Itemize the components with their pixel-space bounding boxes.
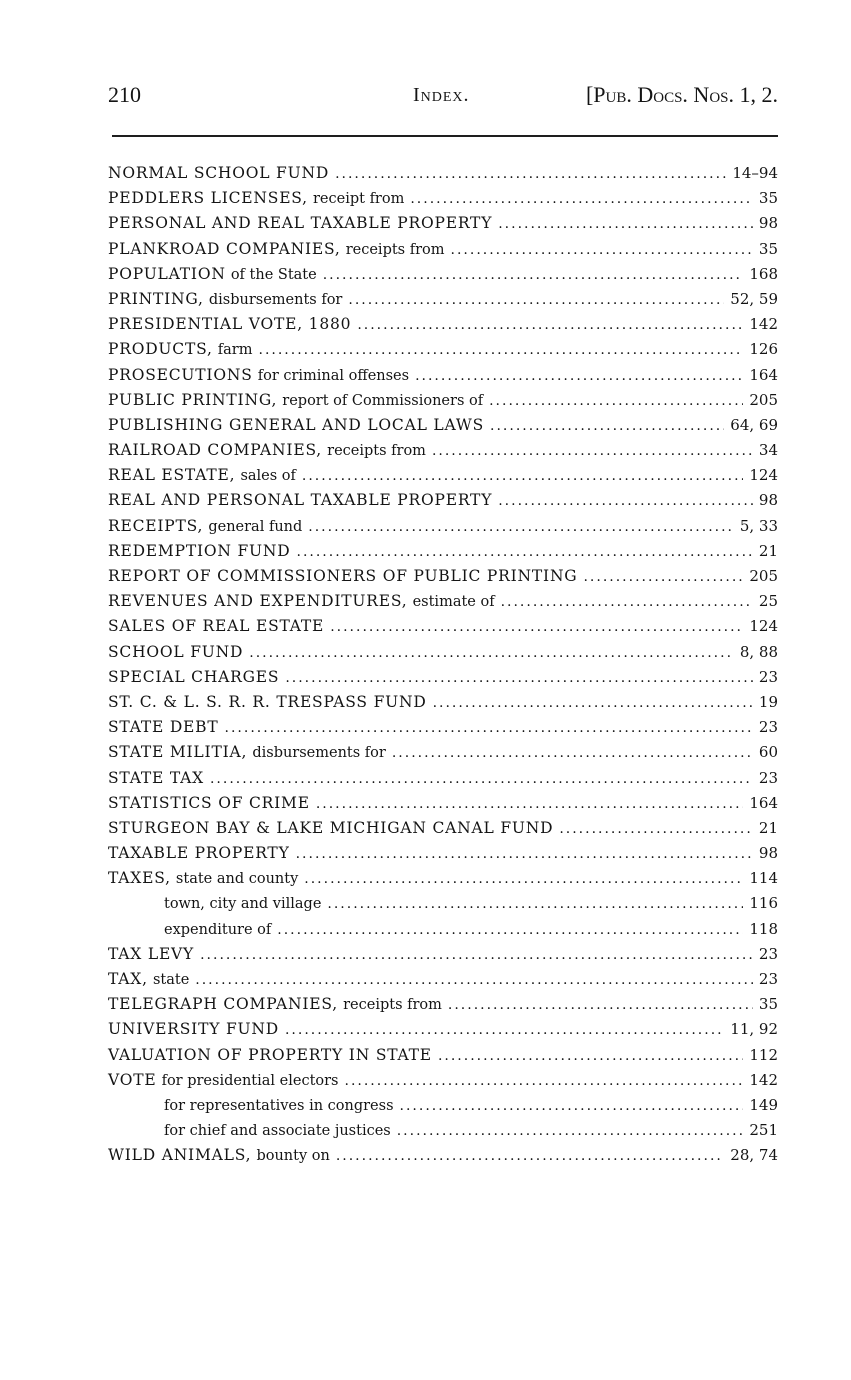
entry-text	[108, 742, 386, 761]
index-entry	[108, 944, 778, 969]
entry-heading: SPECIAL CHARGES	[108, 667, 280, 686]
index-entry	[108, 919, 778, 944]
index-entry	[108, 768, 778, 793]
index-entry	[108, 1120, 778, 1145]
entry-qualifier: for criminal offenses	[257, 367, 410, 384]
page-reference: 142	[749, 1070, 778, 1089]
entry-heading: ST. C. & L. S. R. R. TRESPASS FUND	[108, 692, 427, 711]
page-reference: 23	[758, 944, 778, 963]
entry-text	[108, 339, 253, 358]
entry-text	[108, 365, 409, 384]
dot-leader	[490, 418, 724, 434]
entry-heading: PROSECUTIONS	[108, 365, 253, 384]
entry-qualifier: for representatives in congress	[164, 1097, 394, 1114]
page-reference: 168	[749, 264, 778, 283]
index-entry	[108, 415, 778, 440]
dot-leader	[297, 544, 753, 560]
entry-heading: TAX LEVY	[108, 944, 195, 963]
entry-heading: STURGEON BAY & LAKE MICHIGAN CANAL FUND	[108, 818, 554, 837]
index-entry	[108, 868, 778, 893]
page-reference: 116	[749, 894, 778, 913]
dot-leader	[348, 292, 724, 308]
index-entry	[108, 465, 778, 490]
dot-leader	[249, 645, 734, 661]
entry-text	[108, 616, 324, 635]
entry-text	[108, 314, 351, 333]
entry-heading: STATE DEBT	[108, 718, 219, 737]
index-entry	[108, 818, 778, 843]
page-reference: 11, 92	[730, 1020, 778, 1039]
entry-heading: PLANKROAD COMPANIES,	[108, 239, 341, 258]
index-entry	[108, 642, 778, 667]
entry-text	[108, 566, 577, 585]
entry-text	[108, 768, 204, 787]
entry-heading: WILD ANIMALS,	[108, 1146, 252, 1165]
entry-heading: POPULATION	[108, 264, 226, 283]
index-entry	[108, 213, 778, 238]
entry-heading: TAX,	[108, 970, 148, 988]
entry-qualifier: expenditure of	[164, 921, 272, 938]
entry-text	[108, 1070, 339, 1089]
page-reference: 126	[749, 340, 778, 359]
entry-heading: VALUATION OF PROPERTY IN STATE	[108, 1045, 432, 1064]
entry-text	[108, 1045, 432, 1064]
entry-text	[108, 818, 553, 837]
page-reference: 149	[749, 1095, 778, 1114]
page-reference: 60	[758, 743, 778, 762]
page-reference: 35	[758, 239, 778, 258]
dot-leader	[277, 922, 743, 938]
entry-text	[108, 944, 194, 963]
entry-qualifier: state and county	[175, 871, 299, 888]
dot-leader	[195, 972, 753, 988]
page-reference: 23	[758, 718, 778, 737]
dot-leader	[200, 947, 753, 963]
entry-qualifier: bounty on	[256, 1148, 330, 1165]
index-entry	[108, 994, 778, 1019]
index-entry	[108, 541, 778, 566]
dot-leader	[296, 846, 753, 862]
dot-leader	[559, 821, 753, 837]
index-entry	[108, 314, 778, 339]
page-reference: 112	[749, 1045, 778, 1064]
page-reference: 35	[758, 189, 778, 208]
index-entry	[108, 188, 778, 213]
index-entry	[108, 591, 778, 616]
dot-leader	[330, 619, 743, 635]
dot-leader	[336, 1148, 724, 1164]
entry-heading: PUBLIC PRINTING,	[108, 390, 278, 409]
entry-text	[108, 390, 483, 409]
page-reference: 114	[749, 869, 778, 888]
page-reference: 21	[758, 818, 778, 837]
dot-leader	[345, 1073, 744, 1089]
dot-leader	[410, 191, 753, 207]
entry-text	[108, 490, 492, 509]
entry-text	[108, 1019, 279, 1038]
entry-text	[108, 868, 298, 887]
page-reference: 23	[758, 667, 778, 686]
entry-text	[108, 213, 492, 232]
entry-qualifier: town, city and village	[164, 896, 322, 913]
entry-heading: NORMAL SCHOOL FUND	[108, 164, 330, 182]
entry-qualifier: receipts from	[327, 443, 426, 460]
entry-qualifier: disbursements for	[208, 291, 343, 308]
entry-text	[108, 717, 219, 736]
index-entry	[108, 616, 778, 641]
entry-qualifier: state	[152, 972, 190, 988]
entry-heading: VOTE	[108, 1070, 157, 1089]
entry-qualifier: report of Commissioners of	[282, 392, 484, 409]
entry-heading: STATISTICS OF CRIME	[108, 793, 310, 812]
entry-text	[108, 239, 445, 258]
page-reference: 124	[749, 617, 778, 636]
page-reference: 23	[758, 970, 778, 988]
page-reference: 14–94	[732, 164, 778, 182]
page-reference: 8, 88	[739, 642, 778, 661]
entry-heading: SCHOOL FUND	[108, 642, 244, 661]
index-entry	[108, 566, 778, 591]
dot-leader	[451, 242, 753, 258]
dot-leader	[583, 569, 743, 585]
entry-text	[108, 541, 291, 560]
entry-text	[108, 667, 279, 686]
dot-leader	[415, 368, 743, 384]
header-rule	[112, 135, 778, 137]
entry-qualifier: sales of	[240, 468, 296, 485]
page-reference: 205	[749, 567, 778, 585]
dot-leader	[432, 443, 753, 459]
entry-qualifier: receipts from	[345, 241, 445, 258]
dot-leader	[498, 493, 753, 509]
dot-leader	[438, 1048, 743, 1064]
dot-leader	[433, 695, 753, 711]
entry-text	[108, 692, 427, 711]
entry-text	[108, 642, 243, 661]
index-entry	[108, 667, 778, 692]
index-entry	[108, 239, 778, 264]
page-reference: 98	[758, 491, 778, 510]
index-entry	[108, 289, 778, 314]
entry-qualifier: of the State	[230, 266, 317, 283]
page-reference: 34	[758, 441, 778, 460]
entry-text	[108, 591, 495, 610]
dot-leader	[400, 1098, 744, 1114]
entry-text	[108, 1145, 330, 1164]
index-entry	[108, 1095, 778, 1120]
page-number: 210	[108, 82, 141, 107]
document-reference: [Pub. Docs. Nos. 1, 2.	[585, 82, 778, 107]
entry-qualifier: receipts from	[343, 997, 442, 1014]
entry-text	[108, 465, 296, 484]
entry-text	[108, 415, 484, 434]
page-reference: 21	[758, 541, 778, 560]
entry-heading: PERSONAL AND REAL TAXABLE PROPERTY	[108, 214, 493, 233]
entry-text	[108, 793, 310, 812]
entry-text	[164, 919, 271, 938]
entry-text	[164, 893, 321, 912]
entry-text	[164, 1120, 391, 1139]
dot-leader	[316, 796, 744, 812]
entry-heading: TAXABLE PROPERTY	[108, 844, 290, 863]
dot-leader	[448, 997, 753, 1013]
entry-heading: PEDDLERS LICENSES,	[108, 189, 308, 208]
entry-heading: REAL ESTATE,	[108, 466, 236, 485]
entry-heading: SALES OF REAL ESTATE	[108, 617, 325, 636]
entry-heading: REVENUES AND EXPENDITURES,	[108, 592, 408, 611]
dot-leader	[210, 771, 753, 787]
page-header	[108, 80, 778, 110]
dot-leader	[335, 166, 726, 182]
page-reference: 35	[758, 995, 778, 1014]
index-entry	[108, 1019, 778, 1044]
index-entry	[108, 490, 778, 515]
page-reference: 23	[758, 768, 778, 787]
dot-leader	[225, 720, 753, 736]
dot-leader	[501, 594, 753, 610]
index-entry	[108, 390, 778, 415]
page-reference: 19	[758, 692, 778, 711]
dot-leader	[489, 393, 743, 409]
dot-leader	[323, 267, 744, 283]
page-reference: 124	[749, 466, 778, 485]
page-reference: 251	[749, 1121, 778, 1140]
entry-heading: REAL AND PERSONAL TAXABLE PROPERTY	[108, 491, 493, 510]
entry-text	[108, 163, 329, 182]
page-reference: 64, 69	[730, 415, 778, 434]
entry-text	[108, 843, 290, 862]
running-title: Index.	[413, 84, 470, 106]
page-reference: 52, 59	[730, 289, 778, 308]
entry-text	[108, 516, 302, 535]
page-reference: 98	[758, 214, 778, 233]
entry-text	[108, 264, 317, 283]
entry-text	[164, 1095, 394, 1114]
index-entry	[108, 692, 778, 717]
entry-heading: PRESIDENTIAL VOTE, 1880	[108, 315, 352, 334]
entry-text	[108, 440, 426, 459]
entry-heading: UNIVERSITY FUND	[108, 1020, 279, 1039]
index-entry	[108, 440, 778, 465]
entry-heading: STATE MILITIA,	[108, 743, 248, 762]
entry-qualifier: for chief and associate justices	[164, 1123, 391, 1140]
index-entry	[108, 163, 778, 188]
entry-heading: REPORT OF COMMISSIONERS OF PUBLIC PRINTING	[108, 567, 578, 585]
entry-text	[108, 188, 404, 207]
index-entry	[108, 793, 778, 818]
page-reference: 118	[749, 919, 778, 938]
entry-heading: REDEMPTION FUND	[108, 541, 291, 560]
entry-heading: PUBLISHING GENERAL AND LOCAL LAWS	[108, 415, 485, 434]
dot-leader	[285, 670, 753, 686]
page-reference: 205	[749, 390, 778, 409]
page-reference: 25	[758, 592, 778, 611]
entry-qualifier: disbursements for	[252, 745, 386, 762]
index-entry	[108, 1045, 778, 1070]
entry-heading: TELEGRAPH COMPANIES,	[108, 995, 339, 1014]
entry-qualifier: receipt from	[313, 191, 405, 208]
index-entries	[108, 163, 778, 1171]
entry-qualifier: general fund	[208, 518, 303, 535]
dot-leader	[304, 871, 743, 887]
index-entry	[108, 717, 778, 742]
index-entry	[108, 1070, 778, 1095]
index-entry	[108, 742, 778, 767]
index-entry	[108, 264, 778, 289]
index-entry	[108, 893, 778, 918]
entry-qualifier: for presidential electors	[161, 1072, 339, 1089]
index-entry	[108, 1145, 778, 1170]
index-entry	[108, 339, 778, 364]
entry-text	[108, 994, 442, 1013]
dot-leader	[498, 216, 753, 232]
entry-heading: STATE TAX	[108, 768, 204, 787]
index-entry	[108, 365, 778, 390]
dot-leader	[397, 1123, 744, 1139]
entry-heading: RECEIPTS,	[108, 516, 204, 535]
page-reference: 164	[749, 365, 778, 384]
dot-leader	[302, 468, 743, 484]
page-reference: 164	[749, 793, 778, 812]
dot-leader	[285, 1022, 724, 1038]
dot-leader	[259, 342, 744, 358]
entry-heading: PRINTING,	[108, 289, 204, 308]
page-reference: 98	[758, 844, 778, 863]
entry-text	[108, 289, 342, 308]
page-reference: 142	[749, 315, 778, 334]
entry-qualifier: farm	[217, 342, 253, 359]
dot-leader	[308, 519, 734, 535]
index-entry	[108, 516, 778, 541]
dot-leader	[392, 745, 753, 761]
entry-heading: RAILROAD COMPANIES,	[108, 441, 323, 460]
index-entry	[108, 843, 778, 868]
entry-heading: TAXES,	[108, 869, 171, 888]
page-reference: 5, 33	[739, 516, 778, 535]
dot-leader	[327, 896, 743, 912]
entry-text	[108, 969, 189, 988]
page-reference: 28, 74	[730, 1146, 778, 1165]
entry-heading: PRODUCTS,	[108, 340, 213, 359]
dot-leader	[357, 317, 743, 333]
entry-qualifier: estimate of	[412, 594, 495, 611]
index-entry	[108, 969, 778, 994]
